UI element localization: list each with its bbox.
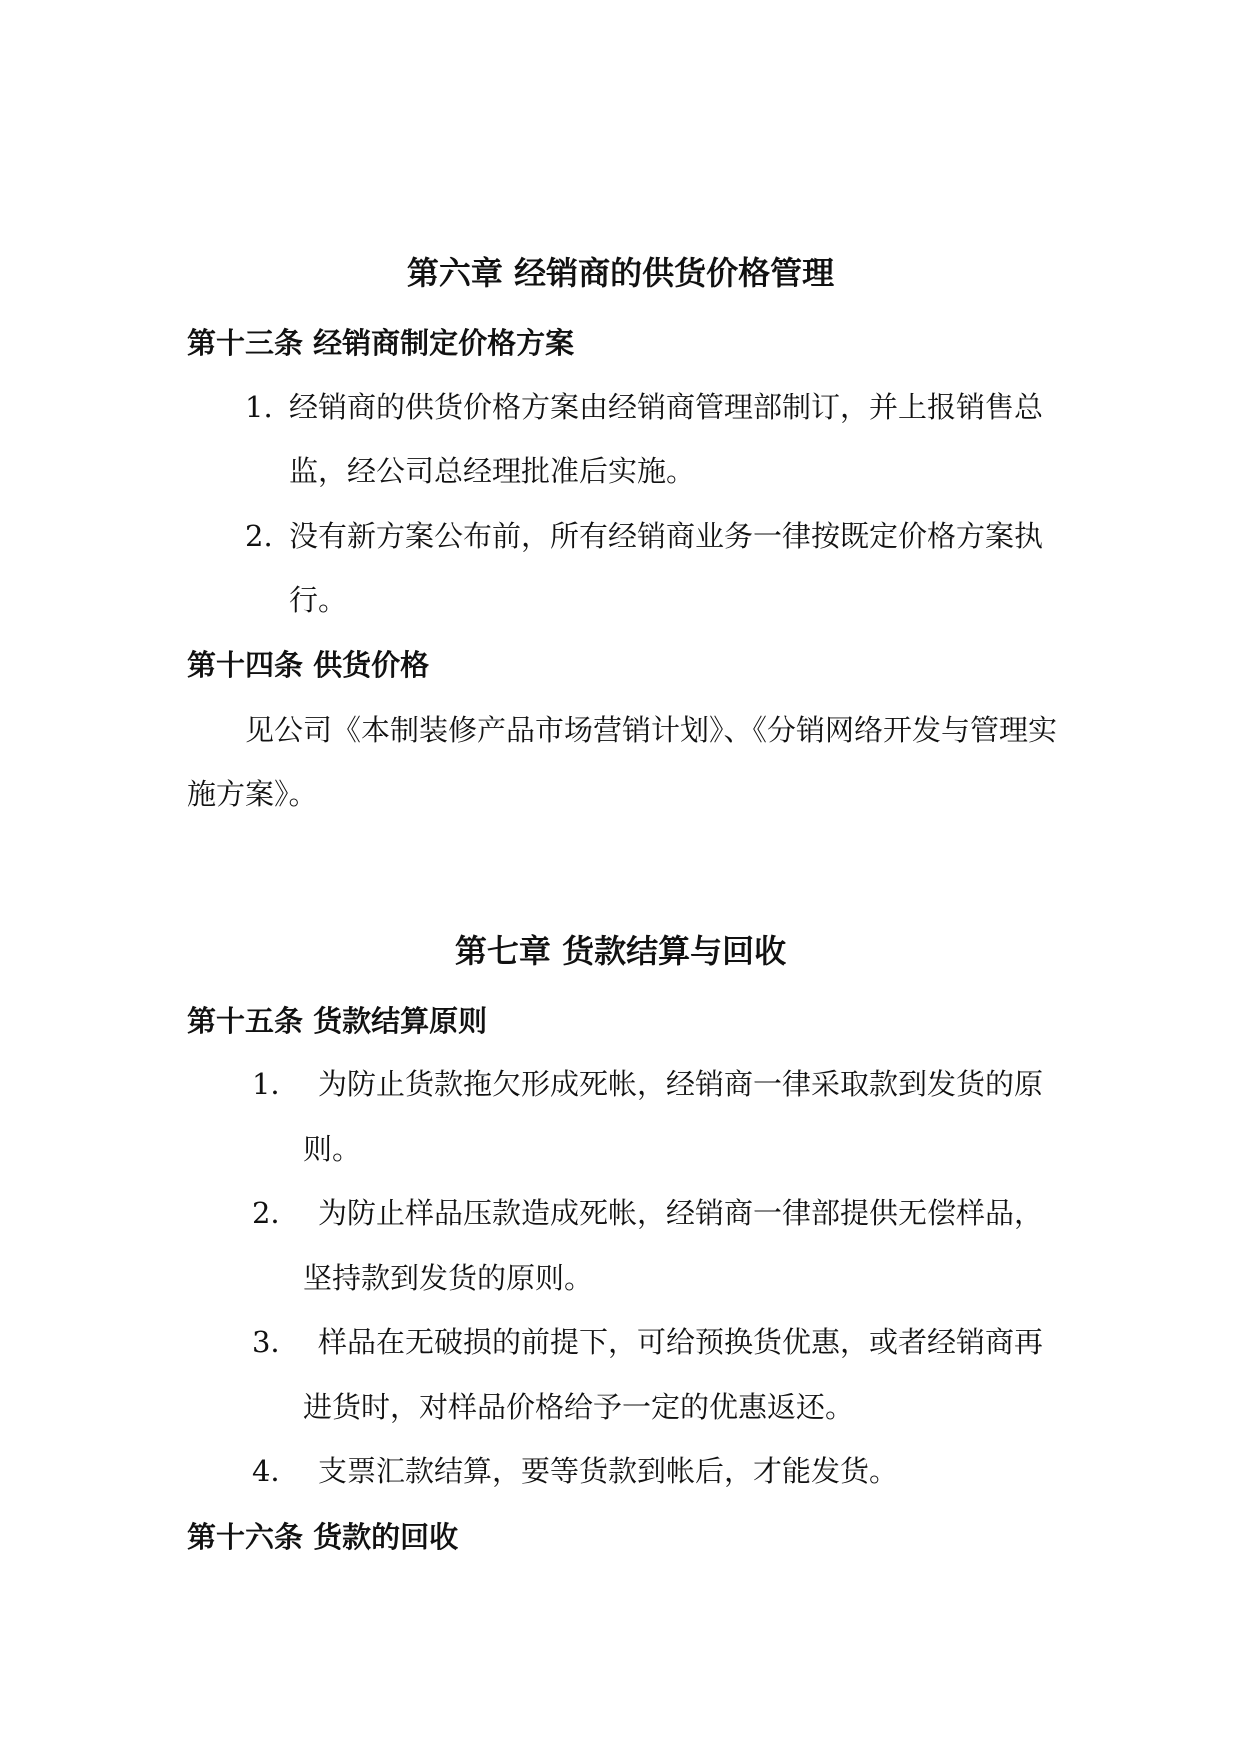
article-15-item-4-number: 4． <box>252 1454 300 1488</box>
article-13-item-1-number: 1. <box>245 390 273 424</box>
article-15-item-2-number: 2． <box>252 1196 300 1230</box>
article-13-item-2-number: 2. <box>245 519 273 553</box>
chapter-7-title: 第七章 货款结算与回收 <box>454 932 787 970</box>
article-15-item-3-line-2: 进货时，对样品价格给予一定的优惠返还。 <box>303 1390 855 1424</box>
article-15-item-3-line-1: 样品在无破损的前提下，可给预换货优惠，或者经销商再 <box>318 1325 1044 1359</box>
article-15-item-1-line-2: 则。 <box>303 1132 362 1166</box>
article-13-item-2-line-2: 行。 <box>289 583 348 617</box>
article-13-item-2-line-1: 没有新方案公布前，所有经销商业务一律按既定价格方案执 <box>289 519 1044 553</box>
article-15-item-2-line-2: 坚持款到发货的原则。 <box>303 1261 594 1295</box>
article-15-item-1-line-1: 为防止货款拖欠形成死帐，经销商一律采取款到发货的原 <box>318 1067 1044 1101</box>
article-15-title: 第十五条 货款结算原则 <box>187 1004 488 1038</box>
article-13-title: 第十三条 经销商制定价格方案 <box>187 326 575 360</box>
article-14-line-1: 见公司《本制装修产品市场营销计划》、《分销网络开发与管理实 <box>245 713 1058 747</box>
chapter-6-title: 第六章 经销商的供货价格管理 <box>406 254 835 292</box>
article-14-line-2: 施方案》。 <box>187 777 318 811</box>
article-15-item-4-line-1: 支票汇款结算，要等货款到帐后，才能发货。 <box>318 1454 899 1488</box>
article-15-item-1-number: 1． <box>252 1067 300 1101</box>
article-15-item-3-number: 3． <box>252 1325 300 1359</box>
article-15-item-2-line-1: 为防止样品压款造成死帐，经销商一律部提供无偿样品， <box>318 1196 1044 1230</box>
article-13-item-1-line-1: 经销商的供货价格方案由经销商管理部制订，并上报销售总 <box>289 390 1044 424</box>
article-14-title: 第十四条 供货价格 <box>187 648 430 682</box>
article-13-item-1-line-2: 监，经公司总经理批准后实施。 <box>289 454 696 488</box>
article-16-title: 第十六条 货款的回收 <box>187 1520 459 1554</box>
